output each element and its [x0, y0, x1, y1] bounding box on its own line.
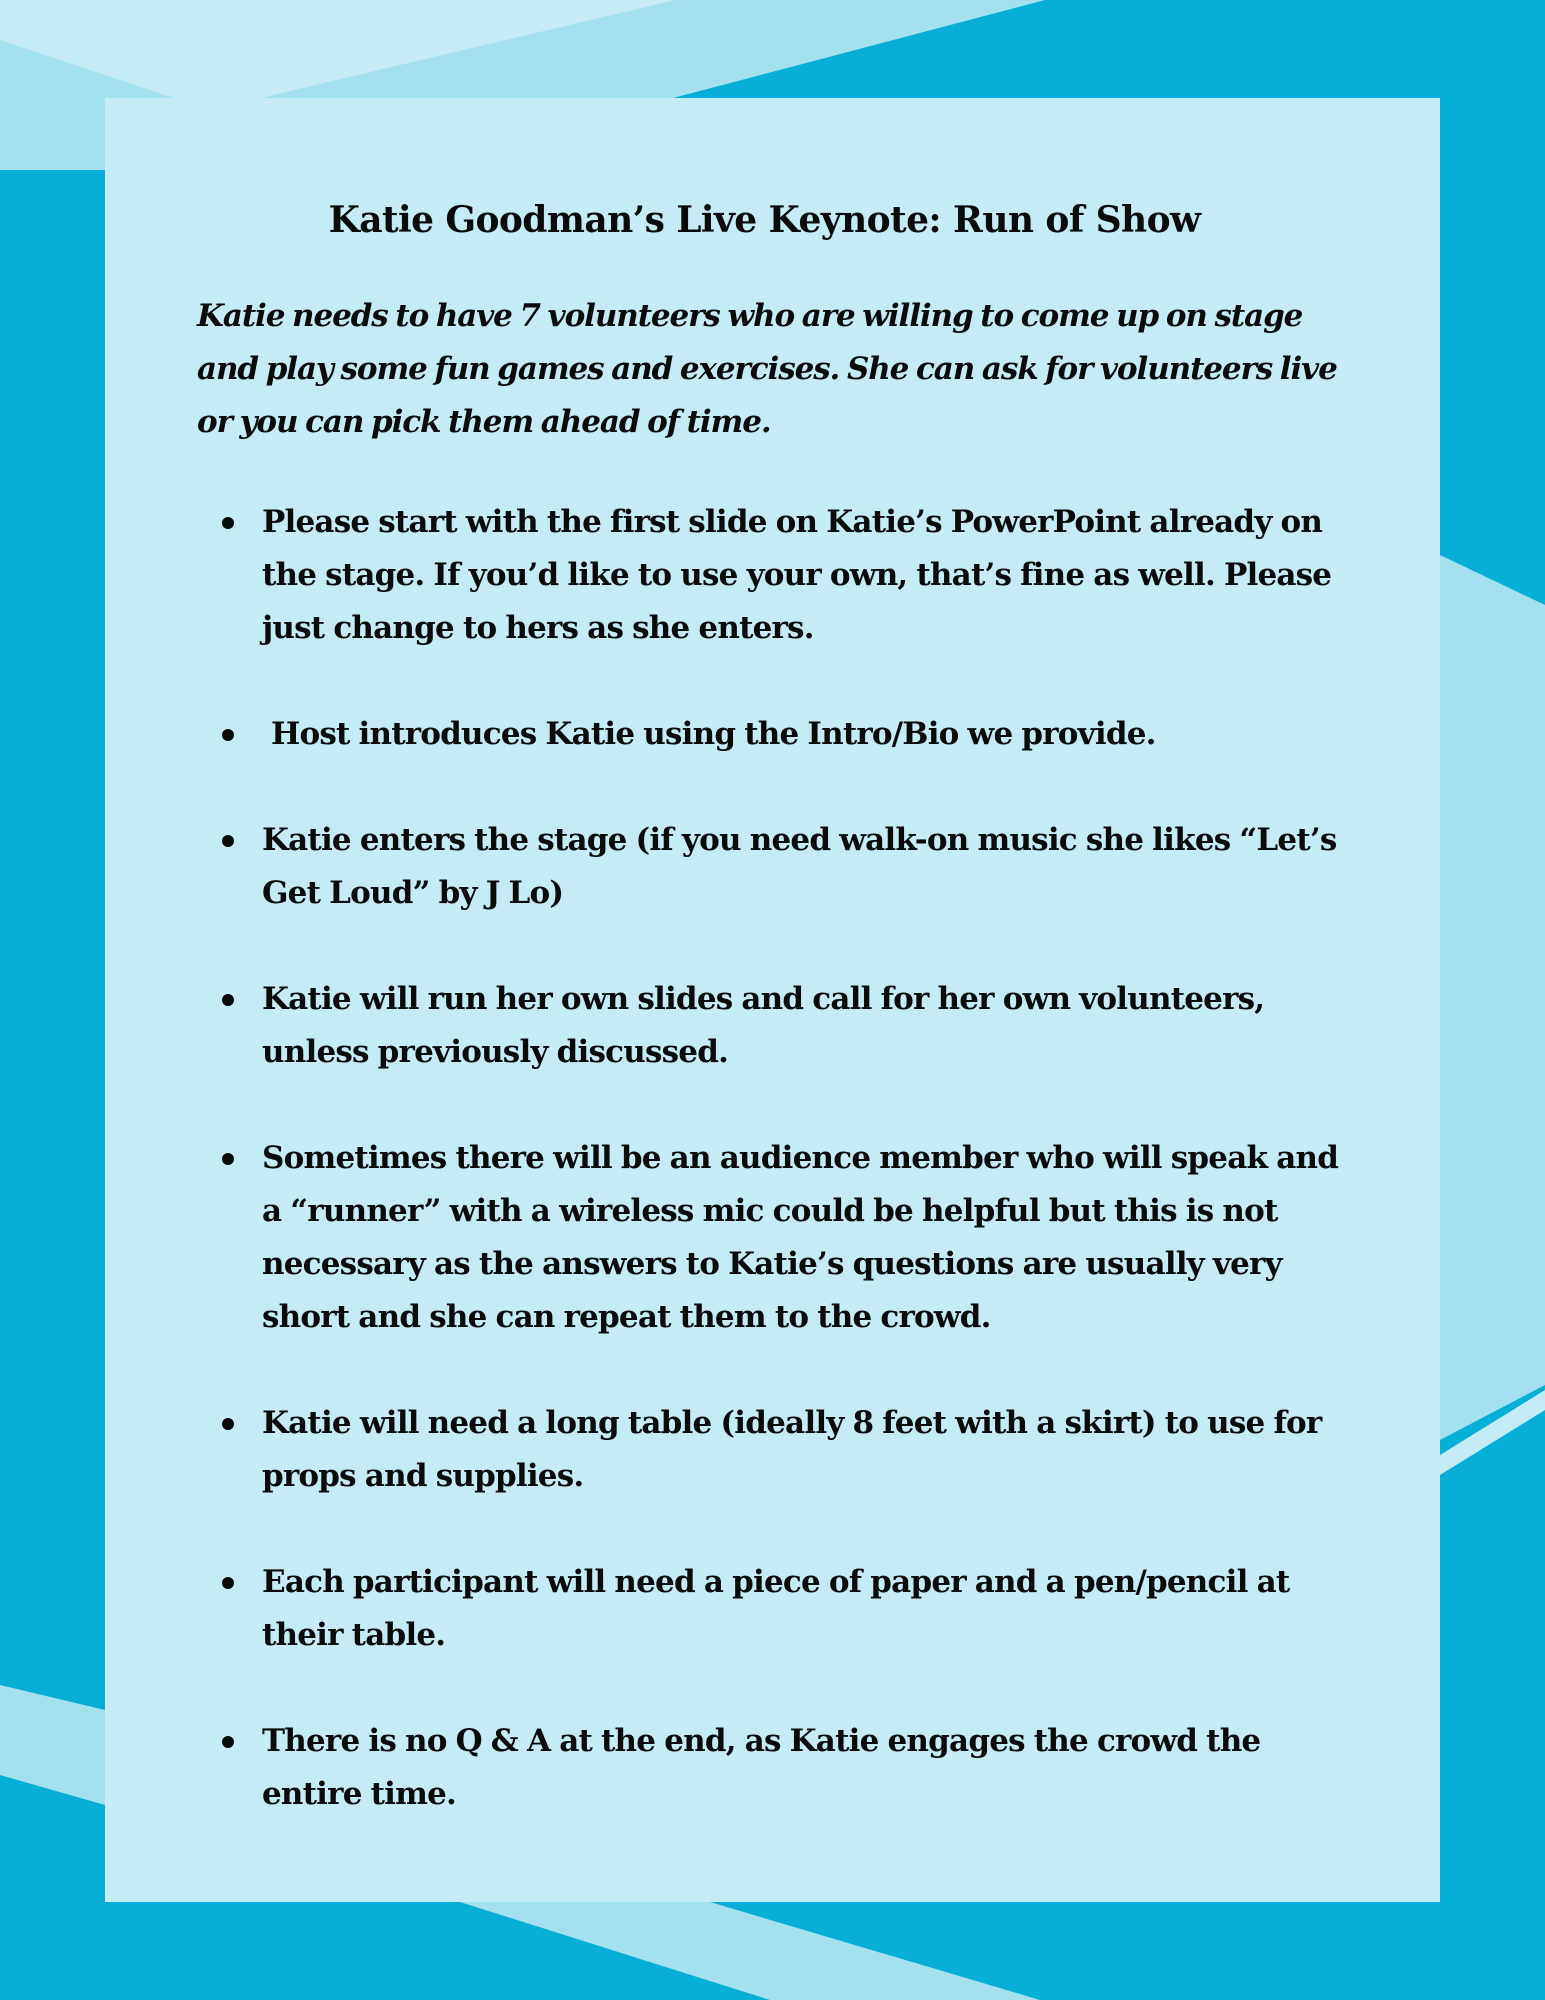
document-card [105, 98, 1440, 1902]
bullet-icon [222, 1418, 234, 1430]
bullet-icon [222, 729, 234, 741]
document-title: Katie Goodman’s Live Keynote: Run of Show [328, 199, 1201, 241]
bullet-icon [222, 1153, 234, 1165]
list-item-text: Katie will run her own slides and call for her own volunteers, unless previously discussed. [262, 981, 1265, 1070]
bullet-icon [222, 1577, 234, 1589]
list-item-text: Please start with the first slide on Katie’s PowerPoint already on the stage. If you’d like to use your own, that’s fine as well. Please just change to hers as she enters. [262, 504, 1332, 646]
bullet-icon [222, 994, 234, 1006]
list-item-text: Each participant will need a piece of paper and a pen/pencil at their table. [262, 1564, 1290, 1653]
list-item-text: Katie enters the stage (if you need walk-on music she likes “Let’s Get Loud” by J Lo) [262, 822, 1337, 911]
list-item [197, 1556, 1348, 1662]
list-item [197, 1715, 1348, 1821]
list-item [197, 708, 1348, 761]
bullet-icon [222, 1736, 234, 1748]
list-item [197, 496, 1348, 655]
list-item [197, 1132, 1348, 1344]
list-item-text: Katie will need a long table (ideally 8 feet with a skirt) to use for props and supplies. [262, 1405, 1331, 1494]
run-of-show-list [197, 496, 1348, 1821]
list-item-text: There is no Q & A at the end, as Katie engages the crowd the entire time. [262, 1723, 1261, 1812]
bullet-icon [222, 835, 234, 847]
list-item [197, 1397, 1348, 1503]
background-shape-right-light [1440, 555, 1545, 1440]
bullet-icon [222, 517, 234, 529]
list-item-text: Sometimes there will be an audience member who will speak and a “runner” with a wireless mic could be helpful but this is not necessary as the answers to Katie’s questions are usually very short and she can repeat them to the crowd. [262, 1140, 1339, 1335]
list-item [197, 973, 1348, 1079]
list-item [197, 814, 1348, 920]
volunteer-intro: Katie needs to have 7 volunteers who are willing to come up on stage and play some fun games and exercises. She can ask for volunteers live or you can pick them ahead of time. [197, 298, 1337, 440]
list-item-text: Host introduces Katie using the Intro/Bio we provide. [262, 716, 1156, 752]
